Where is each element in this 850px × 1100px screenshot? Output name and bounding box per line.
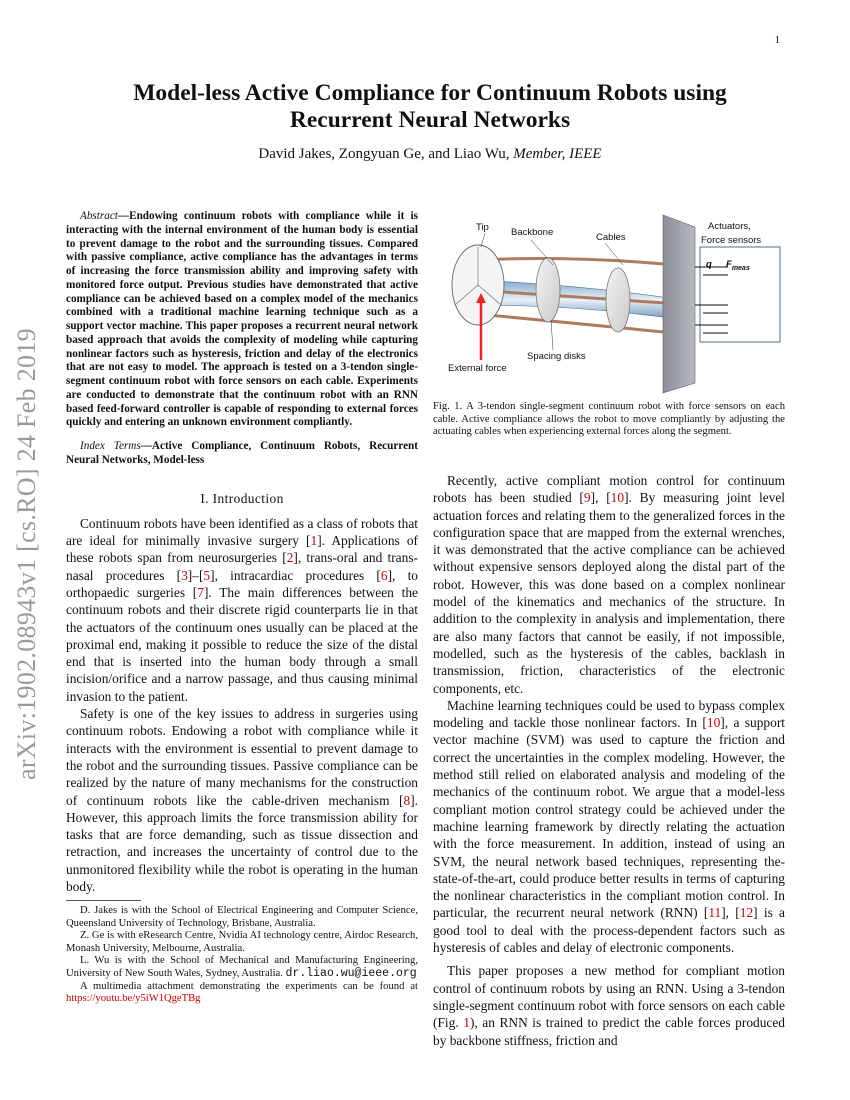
email[interactable]: dr.liao.wu@ieee.org xyxy=(285,966,417,980)
spacing-disk xyxy=(606,268,630,332)
spacing-disk xyxy=(536,258,560,322)
youtube-link[interactable]: https://youtu.be/y5iW1QgeTBg xyxy=(66,993,201,1005)
citation-link[interactable]: 7 xyxy=(197,584,204,600)
figure-caption: Fig. 1. A 3-tendon single-segment continuum robot with force sensors on each cable. Active compliance allows the robot to move compliantly by adjusting the actuating cables when experiencing external forces along the segment. xyxy=(433,401,785,438)
footnote-ge: Z. Ge is with eResearch Centre, Nvidia AI technology centre, Airdoc Research, Monash University, Melbourne, Australia. xyxy=(66,930,418,954)
index-terms-text: —Active Compliance, Continuum Robots, Recurrent Neural Networks, Model-less xyxy=(66,440,418,466)
citation-link[interactable]: 3 xyxy=(181,567,188,583)
page-number: 1 xyxy=(774,34,780,46)
citation-link[interactable]: 6 xyxy=(380,567,388,583)
backbone-rod xyxy=(473,280,683,320)
label-force-sensors: Force sensors xyxy=(701,235,762,246)
label-external-force: External force xyxy=(448,363,507,374)
citation-link[interactable]: 1 xyxy=(310,533,318,549)
figure-1 xyxy=(433,205,785,397)
arxiv-stamp: arXiv:1902.08943v1 [cs.RO] 24 Feb 2019 xyxy=(12,328,41,780)
author-names: David Jakes, Zongyuan Ge, and Liao Wu, xyxy=(258,146,510,162)
label-f-meas: $F_{meas}$ xyxy=(726,259,750,272)
index-terms-label: Index Terms xyxy=(80,440,141,452)
section-heading: I. Introduction xyxy=(200,490,284,506)
right-paragraph-1: Recently, active compliant motion control for continuum robots has been studied [9], [10]. By measuring joint level actuation forces and relating them to the generalized forces in the configuration space that are mapped from the external wrenches, it was demonstrated that the active compliance can be achieved without expensive sensors deployed along the distal part of the robot. However, this was done based on a complex nonlinear model of the kinematics and mechanics of the structure. In addition to the complexity in analysis and implementation, there are also many factors that cannot be easily, if not impossible, modelled, such as the hysteresis of the cables, backlash in transmission, friction, characteristics of the electronic components, etc. xyxy=(433,473,785,696)
author-membership: Member, IEEE xyxy=(513,146,602,162)
label-spacing-disks: Spacing disks xyxy=(527,351,586,362)
footnote-rule xyxy=(66,900,141,901)
footnote-attachment: A multimedia attachment demonstrating the experiments can be found at https://youtu.be/y5iW1QgeTBg xyxy=(66,980,418,1005)
abstract-label: Abstract xyxy=(80,210,118,222)
citation-link[interactable]: 10 xyxy=(706,715,721,731)
footnote-jakes: D. Jakes is with the School of Electrical Engineering and Computer Science, Queensland University of Technology, Brisbane, Australia. xyxy=(66,905,418,929)
right-column xyxy=(433,401,785,439)
citation-link[interactable]: 12 xyxy=(739,905,754,921)
citation-link[interactable]: 8 xyxy=(403,792,411,808)
paper-title: Model-less Active Compliance for Continuum Robots using Recurrent Neural Networks xyxy=(133,80,727,133)
label-q: q xyxy=(706,259,712,270)
authors xyxy=(80,146,780,163)
citation-link[interactable]: 11 xyxy=(708,905,722,921)
citation-link[interactable]: 2 xyxy=(286,550,294,566)
actuator-box xyxy=(700,247,780,342)
label-backbone: Backbone xyxy=(511,227,554,238)
intro-paragraph-2: Safety is one of the key issues to address in surgeries using continuum robots. Endowing a robot with compliance while it interacts with the environment is essential to prevent damage to the robot and the surrounding tissues. Passive compliance can be realized by the nature of many mechanisms for the construction of continuum robots like the cable-driven mechanism [8]. However, this approach limits the force transmission ability for tasks that are force demanding, such as tissue dissection and retraction, and increases the uncertainty of control due to the unmonitored flexibility while the robot is operating in the human body. xyxy=(66,706,418,895)
left-column xyxy=(66,210,418,895)
footnotes xyxy=(66,900,418,1006)
citation-link[interactable]: 9 xyxy=(583,490,591,506)
right-column-body xyxy=(433,472,785,1049)
footnote-wu: L. Wu is with the School of Mechanical and Manufacturing Engineering, University of New South Wales, Sydney, Australia. dr.liao.wu@ieee.org xyxy=(66,955,418,980)
right-paragraph-3: This paper proposes a new method for compliant motion control of continuum robots by using an RNN. Using a 3-tendon single-segment continuum robot with force sensors on each cable (Fig. 1), an RNN is trained to predict the cable forces produced by backbone stiffness, friction and xyxy=(433,963,785,1048)
right-paragraph-2: Machine learning techniques could be used to bypass complex modeling and tackle those nonlinear factors. In [10], a support vector machine (SVM) was used to capture the friction and correct the uncertainties in the complex modeling. However, the method still relied on elaborated analysis and modeling of the mechanics of the continuum robot. We argue that a model-less compliant motion control strategy could be achieved under the machine learning framework by directly relating the actuation with the force measurement. In addition, instead of using an SVM, the neural network based techniques, representing the-state-of-the-art, could produce better results in terms of capturing the nonlinear characteristics in the compliant motion control. In particular, the recurrent neural network (RNN) [11], [12] is a good tool to deal with the process-dependent factors such as hysteresis of cables and delay of electronic components. xyxy=(433,697,785,956)
citation-link[interactable]: 5 xyxy=(203,567,211,583)
abstract-text: —Endowing continuum robots with compliance while it is interacting with the internal environment of the human body is essential to prevent damage to the robot and the surrounding tissues. Compared with passive compliance, active compliance has the advantages in terms of increasing the force transmission ability and improving safety with monitored force output. Previous studies have demonstrated that active compliance can be achieved based on a complex model of the mechanics combined with a traditional machine learning technique such as a support vector machine. This paper proposes a recurrent neural network based approach that avoids the complexity of modeling while capturing nonlinear factors such as hysteresis, friction and delay of the electronics that are not easy to model. The approach is tested on a 3-tendon single-segment continuum robot with force sensors on each cable. Experiments are conducted to demonstrate that the continuum robot with an RNN based feed-forward controller is capable of responding to external forces quickly and entering an unknown environment compliantly. xyxy=(66,210,418,429)
actuation-plate xyxy=(663,215,695,393)
index-terms xyxy=(66,440,418,468)
figure-link[interactable]: 1 xyxy=(463,1015,470,1031)
citation-link[interactable]: 10 xyxy=(610,490,625,506)
intro-paragraph-1: Continuum robots have been identified as a class of robots that are ideal for minimally invasive surgery [1]. Applications of these robots span from neurosurgeries [2], trans-oral and trans-nasal procedures [3]–[5], intracardiac procedures [6], to orthopaedic surgeries [7]. The main differences between the continuum robots and their discrete rigid counterparts lie in that the actuators of the continuum ones usually can be placed at the proximal end, making it possible to reduce the size of the distal end that is inserted into the human body through a small incision/orifice and a narrow passage, and thus causing minimal invasion to the patient. xyxy=(66,515,418,704)
abstract xyxy=(66,210,418,430)
label-cables: Cables xyxy=(596,232,626,243)
label-actuators: Actuators, xyxy=(708,221,751,232)
label-tip: Tip xyxy=(476,222,489,233)
